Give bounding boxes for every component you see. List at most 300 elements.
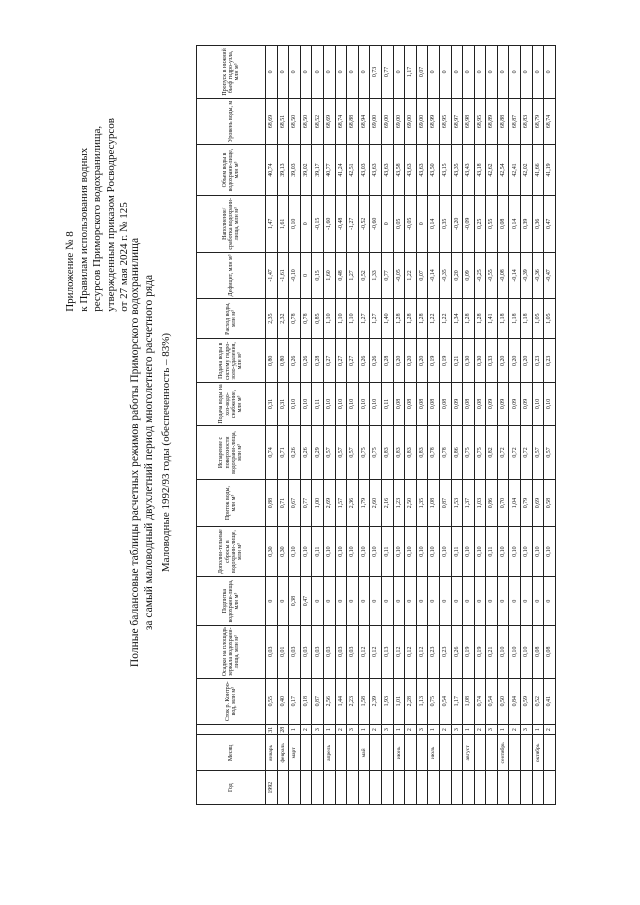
value-cell: 0,78 [439, 425, 451, 480]
value-cell: 69,00 [393, 98, 405, 144]
value-cell: 0,08 [428, 383, 440, 425]
value-cell: 0 [347, 46, 359, 99]
month-cell: июль [428, 735, 440, 771]
value-cell: -0,05 [405, 195, 417, 252]
value-cell: 0 [497, 46, 509, 99]
value-cell: 0,67 [289, 480, 301, 526]
value-cell: 0 [416, 577, 428, 625]
value-cell: -0,14 [428, 252, 440, 298]
value-cell: 1,05 [532, 299, 544, 339]
value-cell: 1,44 [335, 678, 347, 724]
value-cell: 1,22 [428, 299, 440, 339]
value-cell: 68,51 [277, 98, 289, 144]
value-cell: 0,69 [532, 480, 544, 526]
value-cell: 0,87 [439, 480, 451, 526]
decade-cell: 2 [300, 724, 312, 735]
value-cell: -1,27 [347, 195, 359, 252]
value-cell: 1,01 [393, 678, 405, 724]
month-cell: октябрь [532, 735, 544, 771]
table-row [266, 46, 278, 805]
value-cell: 2,28 [405, 678, 417, 724]
value-cell: 0,14 [509, 195, 521, 252]
decade-cell: 3 [381, 724, 393, 735]
value-cell: 0,08 [474, 383, 486, 425]
value-cell: 0 [451, 577, 463, 625]
value-cell: 39,02 [300, 145, 312, 196]
year-cell [300, 771, 312, 805]
value-cell: 0,88 [266, 480, 278, 526]
value-cell: 0,33 [486, 339, 498, 383]
value-cell: 0 [486, 577, 498, 625]
year-cell [474, 771, 486, 805]
value-cell: 0,10 [521, 625, 533, 678]
value-cell: 68,83 [521, 98, 533, 144]
value-cell: 2,16 [381, 480, 393, 526]
value-cell: 42,51 [347, 145, 359, 196]
value-cell: 68,94 [358, 98, 370, 144]
value-cell: -0,10 [289, 252, 301, 298]
value-cell: 0,10 [289, 383, 301, 425]
value-cell: 0 [451, 46, 463, 99]
value-cell: 1,53 [451, 480, 463, 526]
value-cell: 0,08 [405, 383, 417, 425]
decade-cell: 1 [428, 724, 440, 735]
value-cell: 0 [323, 46, 335, 99]
month-cell [370, 735, 382, 771]
year-cell [323, 771, 335, 805]
value-cell: 41,19 [544, 145, 556, 196]
value-cell: 1,28 [405, 299, 417, 339]
value-cell: 0,10 [393, 526, 405, 577]
value-cell: 0 [416, 195, 428, 252]
value-cell: 0 [439, 577, 451, 625]
value-cell: 0 [486, 46, 498, 99]
year-cell [544, 771, 556, 805]
value-cell: 0,10 [497, 526, 509, 577]
month-cell: март [289, 735, 301, 771]
value-cell: 0,08 [544, 625, 556, 678]
value-cell: 43,63 [416, 145, 428, 196]
value-cell: 0 [521, 46, 533, 99]
value-cell: 0 [463, 46, 475, 99]
value-cell: 0,55 [266, 678, 278, 724]
year-cell [532, 771, 544, 805]
year-cell [370, 771, 382, 805]
column-header: Дефицит, млн м³ [197, 252, 266, 298]
decade-cell: 3 [347, 724, 359, 735]
value-cell: 1,18 [509, 299, 521, 339]
value-cell: 0,28 [312, 339, 324, 383]
month-cell [381, 735, 393, 771]
value-cell: 0,20 [451, 252, 463, 298]
value-cell: 0 [358, 46, 370, 99]
value-cell: 1,00 [312, 480, 324, 526]
value-cell: 0 [474, 46, 486, 99]
value-cell: 41,66 [532, 145, 544, 196]
table-row [381, 46, 393, 805]
value-cell: 1,10 [323, 299, 335, 339]
value-cell: 0,71 [277, 425, 289, 480]
value-cell: 0,41 [544, 678, 556, 724]
value-cell: 0 [497, 577, 509, 625]
value-cell: 69,00 [381, 98, 393, 144]
table-row [347, 46, 359, 805]
value-cell: 1,13 [416, 678, 428, 724]
value-cell: -1,47 [266, 252, 278, 298]
value-cell: 0,54 [439, 678, 451, 724]
column-header [197, 724, 266, 735]
decade-cell: 2 [544, 724, 556, 735]
value-cell: 42,54 [497, 145, 509, 196]
value-cell: 1,04 [509, 480, 521, 526]
value-cell: 0,21 [451, 339, 463, 383]
value-cell: 1,28 [416, 299, 428, 339]
value-cell: 0,10 [544, 383, 556, 425]
decade-cell: 1 [497, 724, 509, 735]
column-header: Уровень воды, м [197, 98, 266, 144]
table-row [544, 46, 556, 805]
value-cell: 0,03 [289, 625, 301, 678]
value-cell: -0,35 [439, 252, 451, 298]
value-cell: 1,27 [347, 252, 359, 298]
appendix-note [64, 118, 132, 312]
value-cell: 2,36 [347, 480, 359, 526]
value-cell: 2,50 [405, 480, 417, 526]
value-cell: 0,03 [335, 625, 347, 678]
value-cell: 2,39 [370, 678, 382, 724]
decade-cell: 2 [370, 724, 382, 735]
value-cell: 0 [312, 46, 324, 99]
value-cell: 0,10 [521, 526, 533, 577]
value-cell: 0 [532, 46, 544, 99]
value-cell: 0,75 [358, 425, 370, 480]
value-cell: 0,20 [509, 339, 521, 383]
table-row [428, 46, 440, 805]
value-cell: 0,26 [289, 425, 301, 480]
value-cell: 0,08 [497, 195, 509, 252]
value-cell: 1,05 [544, 299, 556, 339]
column-header: Сток р. Контро-вод, млн м³ [197, 678, 266, 724]
value-cell: 0,78 [428, 425, 440, 480]
value-cell: 0,36 [532, 195, 544, 252]
value-cell: 0,82 [486, 425, 498, 480]
column-header: Дополни-тельные сбросы в водохрани-лище, млн м³ [197, 526, 266, 577]
value-cell: 0,19 [439, 339, 451, 383]
year-cell [405, 771, 417, 805]
value-cell: 0 [474, 577, 486, 625]
value-cell: 1,23 [393, 480, 405, 526]
value-cell: -0,47 [544, 252, 556, 298]
value-cell: 0,03 [312, 625, 324, 678]
value-cell: 0,30 [463, 339, 475, 383]
value-cell: 43,58 [393, 145, 405, 196]
value-cell: 0,26 [300, 339, 312, 383]
year-cell [439, 771, 451, 805]
value-cell: 1,33 [370, 252, 382, 298]
value-cell: 0 [532, 577, 544, 625]
year-cell [335, 771, 347, 805]
value-cell: 39,17 [312, 145, 324, 196]
page-subtitle: за самый маловодный двухлетний период многолетнего расчетного ряда [143, 274, 155, 631]
value-cell: 0,75 [370, 425, 382, 480]
month-cell [300, 735, 312, 771]
value-cell: 1,17 [451, 678, 463, 724]
value-cell: -0,52 [358, 195, 370, 252]
value-cell: 0,86 [451, 425, 463, 480]
value-cell: 0 [323, 577, 335, 625]
value-cell: 0,38 [289, 577, 301, 625]
value-cell: 0,10 [532, 383, 544, 425]
decade-cell: 2 [509, 724, 521, 735]
value-cell: 0,78 [289, 299, 301, 339]
column-header: Подпитка водохрани-лища, млн м³ [197, 577, 266, 625]
month-cell [405, 735, 417, 771]
value-cell: 0,10 [509, 625, 521, 678]
value-cell: 0,10 [405, 526, 417, 577]
title-block [128, 0, 173, 905]
month-cell [416, 735, 428, 771]
value-cell: 0,50 [497, 678, 509, 724]
value-cell: -0,48 [335, 195, 347, 252]
value-cell: 0 [335, 46, 347, 99]
value-cell: 1,28 [463, 299, 475, 339]
value-cell: 0,47 [300, 577, 312, 625]
value-cell: 0,08 [532, 625, 544, 678]
value-cell: 1,27 [358, 299, 370, 339]
value-cell: 0,19 [428, 339, 440, 383]
decade-cell: 3 [521, 724, 533, 735]
value-cell: 0 [358, 577, 370, 625]
value-cell: 0,85 [312, 299, 324, 339]
value-cell: 0,75 [428, 678, 440, 724]
value-cell: 0,78 [300, 299, 312, 339]
value-cell: 0,73 [370, 46, 382, 99]
value-cell: 0,20 [521, 339, 533, 383]
value-cell: 43,50 [428, 145, 440, 196]
value-cell: 0,08 [463, 383, 475, 425]
table-row [277, 46, 289, 805]
value-cell: 0 [428, 577, 440, 625]
value-cell: 43,63 [405, 145, 417, 196]
value-cell: 0,59 [521, 678, 533, 724]
column-header: Подача воды на хоз-водо-снабжение, млн м³ [197, 383, 266, 425]
page-title: Полные балансовые таблицы расчетных режимов работы Приморского водохранилища [129, 237, 141, 668]
value-cell: 0,03 [266, 625, 278, 678]
table-row [439, 46, 451, 805]
value-cell: 0,83 [393, 425, 405, 480]
value-cell: 39,03 [289, 145, 301, 196]
value-cell: 42,02 [521, 145, 533, 196]
value-cell: 0,10 [323, 383, 335, 425]
column-header: Пропуск в нижний бьеф гидро-узла, млн м³ [197, 46, 266, 99]
month-cell: май [358, 735, 370, 771]
value-cell: 0 [544, 577, 556, 625]
value-cell: 68,88 [347, 98, 359, 144]
value-cell: -0,08 [497, 252, 509, 298]
appendix-line: от 27 мая 2024 г. № 125 [118, 202, 130, 312]
value-cell: 0,08 [393, 383, 405, 425]
value-cell: 0 [347, 577, 359, 625]
value-cell: 0,01 [277, 625, 289, 678]
column-header: Испарение с поверхности водохрани-лища, млн м³ [197, 425, 266, 480]
value-cell: 1,60 [323, 252, 335, 298]
value-cell: 0,17 [289, 678, 301, 724]
value-cell: 0 [277, 46, 289, 99]
value-cell: 0,05 [393, 195, 405, 252]
month-cell: сентябрь [497, 735, 509, 771]
value-cell: 1,08 [428, 480, 440, 526]
value-cell: 0,10 [300, 526, 312, 577]
value-cell: 0,10 [428, 526, 440, 577]
value-cell: 0,80 [266, 339, 278, 383]
value-cell: 0,10 [416, 526, 428, 577]
value-cell: 0,10 [323, 526, 335, 577]
table-row [497, 46, 509, 805]
appendix-line: Приложение № 8 [64, 231, 76, 312]
table-row [521, 46, 533, 805]
value-cell: 0 [370, 577, 382, 625]
value-cell: 0,52 [532, 678, 544, 724]
value-cell: 1,18 [497, 299, 509, 339]
value-cell: 0,26 [451, 625, 463, 678]
value-cell: 42,41 [509, 145, 521, 196]
value-cell: 0,20 [416, 339, 428, 383]
value-cell: 1,22 [405, 252, 417, 298]
value-cell: 1,40 [381, 299, 393, 339]
value-cell: 0,11 [381, 383, 393, 425]
value-cell: 2,69 [323, 480, 335, 526]
value-cell: 0,23 [544, 339, 556, 383]
value-cell: 68,69 [266, 98, 278, 144]
value-cell: 0,31 [277, 383, 289, 425]
table-row [463, 46, 475, 805]
month-cell [347, 735, 359, 771]
value-cell: 0,31 [266, 383, 278, 425]
table-row [405, 46, 417, 805]
value-cell: 0,08 [416, 383, 428, 425]
value-cell: 0,10 [544, 526, 556, 577]
table-row [509, 46, 521, 805]
table-row [289, 46, 301, 805]
decade-cell: 1 [463, 724, 475, 735]
value-cell: 0,13 [381, 625, 393, 678]
value-cell: 68,95 [474, 98, 486, 144]
table-row [393, 46, 405, 805]
value-cell: 1,58 [358, 678, 370, 724]
value-cell: 0,72 [509, 425, 521, 480]
appendix-line: ресурсов Приморского водохранилища, [91, 125, 103, 312]
value-cell: 43,43 [463, 145, 475, 196]
table-row [474, 46, 486, 805]
value-cell: 68,87 [509, 98, 521, 144]
value-cell: 1,41 [486, 299, 498, 339]
year-cell [463, 771, 475, 805]
value-cell: 0,77 [300, 480, 312, 526]
year-cell [521, 771, 533, 805]
value-cell: 1,18 [521, 299, 533, 339]
value-cell: -0,20 [451, 195, 463, 252]
value-cell: 0 [277, 577, 289, 625]
value-cell: 68,52 [312, 98, 324, 144]
value-cell: 0,40 [277, 678, 289, 724]
column-header: Год [197, 771, 266, 805]
column-header: Осадки на площадь зеркала водохрани-лища, млн м³ [197, 625, 266, 678]
value-cell: 68,74 [335, 98, 347, 144]
value-cell: 68,98 [463, 98, 475, 144]
value-cell: -0,36 [532, 252, 544, 298]
value-cell: 0,57 [347, 425, 359, 480]
column-header: Подача воды в систему гидро-золо-удаления, млн м³ [197, 339, 266, 383]
value-cell: 0,12 [370, 625, 382, 678]
scenario-caption: Маловодные 1992/93 годы (обеспеченность – 83%) [160, 332, 172, 573]
value-cell: 0,19 [463, 625, 475, 678]
value-cell: 1,10 [347, 299, 359, 339]
value-cell: 1,93 [381, 678, 393, 724]
value-cell: 0,10 [335, 383, 347, 425]
month-cell [439, 735, 451, 771]
decade-cell: 2 [474, 724, 486, 735]
value-cell: 1,35 [416, 480, 428, 526]
value-cell: 1,22 [439, 299, 451, 339]
value-cell: 0 [428, 46, 440, 99]
value-cell: 0,77 [381, 46, 393, 99]
value-cell: 0,25 [474, 195, 486, 252]
month-cell [544, 735, 556, 771]
decade-cell: 3 [312, 724, 324, 735]
value-cell: 0 [300, 46, 312, 99]
value-cell: 40,74 [266, 145, 278, 196]
value-cell: 0,74 [266, 425, 278, 480]
value-cell: 1,08 [463, 678, 475, 724]
value-cell: 68,69 [323, 98, 335, 144]
value-cell: 0,48 [335, 252, 347, 298]
value-cell: 0,30 [277, 526, 289, 577]
value-cell: 0,47 [544, 195, 556, 252]
decade-cell: 28 [277, 724, 289, 735]
value-cell: 0,10 [463, 526, 475, 577]
value-cell: 68,88 [497, 98, 509, 144]
value-cell: 0,57 [544, 425, 556, 480]
appendix-line: к Правилам использования водных [77, 147, 90, 312]
value-cell: 0 [544, 46, 556, 99]
value-cell: 0,27 [347, 339, 359, 383]
value-cell: -0,25 [474, 252, 486, 298]
decade-cell: 1 [393, 724, 405, 735]
table-row [300, 46, 312, 805]
year-cell [416, 771, 428, 805]
value-cell: 0,12 [405, 625, 417, 678]
column-header: Наполнение/ сработка водохрани-лища, млн м³ [197, 195, 266, 252]
value-cell: 0,21 [486, 625, 498, 678]
value-cell: 0,26 [289, 339, 301, 383]
value-cell: 1,79 [358, 480, 370, 526]
month-cell [486, 735, 498, 771]
value-cell: 0,10 [497, 625, 509, 678]
value-cell: 0,29 [312, 425, 324, 480]
year-cell [312, 771, 324, 805]
value-cell: -0,05 [393, 252, 405, 298]
value-cell: 0,80 [277, 339, 289, 383]
value-cell: 2,32 [277, 299, 289, 339]
value-cell: -0,14 [509, 252, 521, 298]
decade-cell: 2 [335, 724, 347, 735]
value-cell: 0 [300, 195, 312, 252]
value-cell: 39,13 [277, 145, 289, 196]
value-cell: 1,17 [405, 46, 417, 99]
value-cell: 41,24 [335, 145, 347, 196]
value-cell: 0,10 [335, 526, 347, 577]
table-row [532, 46, 544, 805]
